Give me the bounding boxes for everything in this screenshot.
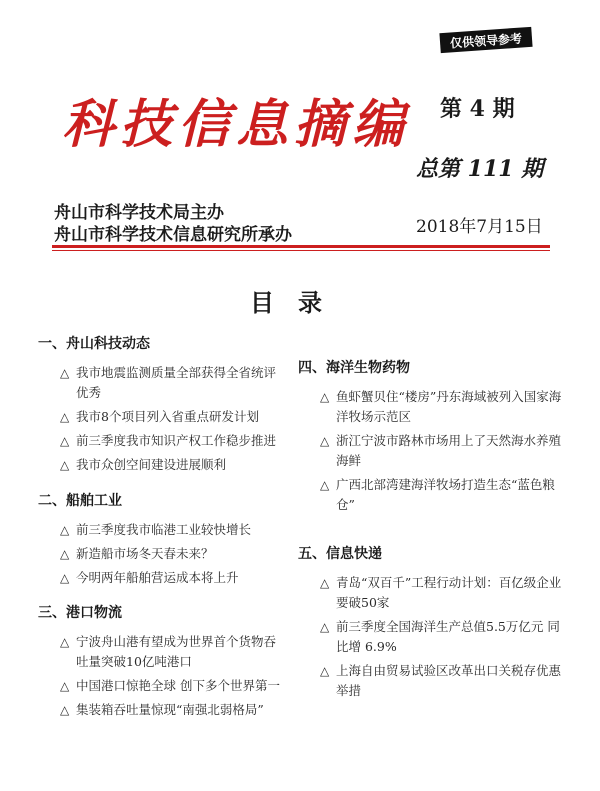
toc-item[interactable]: △ 上海自由贸易试验区改革出口关税存优惠举措	[320, 661, 568, 701]
section-heading: 一、舟山科技动态	[38, 336, 150, 352]
toc-item[interactable]: △ 新造船市场冬天春未来？	[60, 544, 288, 564]
toc-item[interactable]: △ 广西北部湾建海洋牧场打造生态“蓝色粮仓”	[320, 475, 568, 515]
toc-section-1	[38, 333, 288, 479]
toc-item[interactable]: △ 今明两年船舶营运成本将上升	[60, 568, 288, 588]
section-item-list	[60, 632, 288, 720]
section-heading: 二、船舶工业	[38, 493, 122, 509]
total-issue-number: 总第 111 期	[416, 156, 544, 182]
toc-item[interactable]: △ 青岛“双百千”工程行动计划：百亿级企业要破50家	[320, 573, 568, 613]
toc-item[interactable]: △ 我市众创空间建设进展顺利	[60, 455, 288, 475]
toc-item[interactable]: △ 鱼虾蟹贝住“楼房”丹东海域被列入国家海洋牧场示范区	[320, 387, 568, 427]
issue-number: 第 4 期	[440, 96, 515, 122]
publication-title: 科技信息摘编	[62, 94, 411, 155]
toc-item[interactable]: △ 前三季度我市知识产权工作稳步推进	[60, 431, 288, 451]
toc-item[interactable]: △ 宁波舟山港有望成为世界首个货物吞吐量突破10亿吨港口	[60, 632, 288, 672]
toc-item[interactable]: △ 前三季度我市临港工业较快增长	[60, 520, 288, 540]
section-item-list	[60, 520, 288, 588]
toc-section-3	[38, 602, 288, 724]
toc-title: 目录	[250, 288, 346, 317]
section-heading: 五、信息快递	[298, 546, 382, 562]
section-heading: 四、海洋生物药物	[298, 360, 410, 376]
section-heading: 三、港口物流	[38, 605, 122, 621]
section-item-list	[320, 387, 568, 515]
section-item-list	[60, 363, 288, 475]
for-leaders-reference-badge: 仅供领导参考	[439, 27, 532, 53]
header-divider-thick	[52, 245, 550, 248]
publication-date: 2018年7月15日	[416, 217, 543, 237]
section-item-list	[320, 573, 568, 701]
organizer-line: 舟山市科学技术信息研究所承办	[54, 225, 292, 245]
toc-item[interactable]: △ 我市地震监测质量全部获得全省统评优秀	[60, 363, 288, 403]
toc-section-2	[38, 490, 288, 592]
header-divider-thin	[52, 250, 550, 251]
toc-item[interactable]: △ 前三季度全国海洋生产总值5.5万亿元 同比增 6.9%	[320, 617, 568, 657]
toc-item[interactable]: △ 浙江宁波市路林市场用上了天然海水养殖海鲜	[320, 431, 568, 471]
toc-item[interactable]: △ 中国港口惊艳全球 创下多个世界第一	[60, 676, 288, 696]
toc-item[interactable]: △ 我市8个项目列入省重点研发计划	[60, 407, 288, 427]
toc-item[interactable]: △ 集装箱吞吐量惊现“南强北弱格局”	[60, 700, 288, 720]
toc-section-5	[298, 543, 568, 705]
sponsor-line: 舟山市科学技术局主办	[54, 203, 224, 223]
toc-section-4	[298, 357, 568, 519]
